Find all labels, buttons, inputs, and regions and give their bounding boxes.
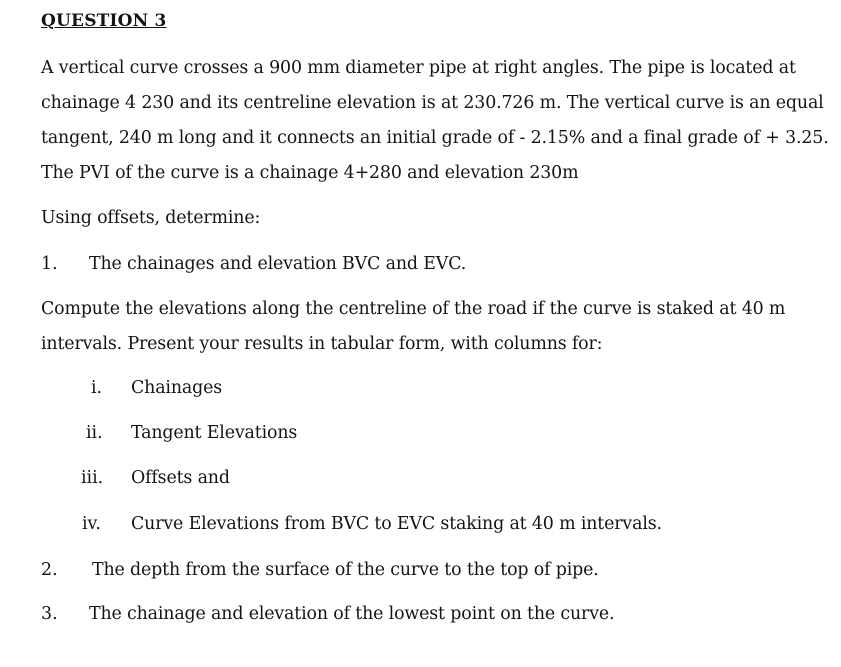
column-chainages: Chainages xyxy=(131,378,223,398)
problem-line-4: The PVI of the curve is a chainage 4+280 and elevation 230m xyxy=(41,163,579,183)
task-1-text: The chainages and elevation BVC and EVC. xyxy=(89,254,467,274)
column-numeral-iv: iv. xyxy=(82,514,101,534)
column-curve-elevations: Curve Elevations from BVC to EVC staking at 40 m intervals. xyxy=(131,514,662,534)
column-offsets: Offsets and xyxy=(131,468,230,488)
column-tangent-elevations: Tangent Elevations xyxy=(131,423,298,443)
task-2-text: The depth from the surface of the curve to the top of pipe. xyxy=(92,560,599,580)
column-numeral-ii: ii. xyxy=(86,423,103,443)
problem-line-1: A vertical curve crosses a 900 mm diameter pipe at right angles. The pipe is located at xyxy=(41,58,796,78)
compute-line-2: intervals. Present your results in tabular form, with columns for: xyxy=(41,334,603,354)
instruction-line: Using offsets, determine: xyxy=(41,208,261,228)
task-2-number: 2. xyxy=(41,560,58,580)
compute-line-1: Compute the elevations along the centreline of the road if the curve is staked at 40 m xyxy=(41,299,786,319)
column-numeral-i: i. xyxy=(91,378,103,398)
column-numeral-iii: iii. xyxy=(81,468,104,488)
task-1-number: 1. xyxy=(41,254,58,274)
question-heading: QUESTION 3 xyxy=(41,11,167,31)
problem-line-2: chainage 4 230 and its centreline elevation is at 230.726 m. The vertical curve is an equal xyxy=(41,93,824,113)
problem-line-3: tangent, 240 m long and it connects an initial grade of - 2.15% and a final grade of + 3.25. xyxy=(41,128,829,148)
task-3-text: The chainage and elevation of the lowest point on the curve. xyxy=(89,604,615,624)
task-3-number: 3. xyxy=(41,604,58,624)
